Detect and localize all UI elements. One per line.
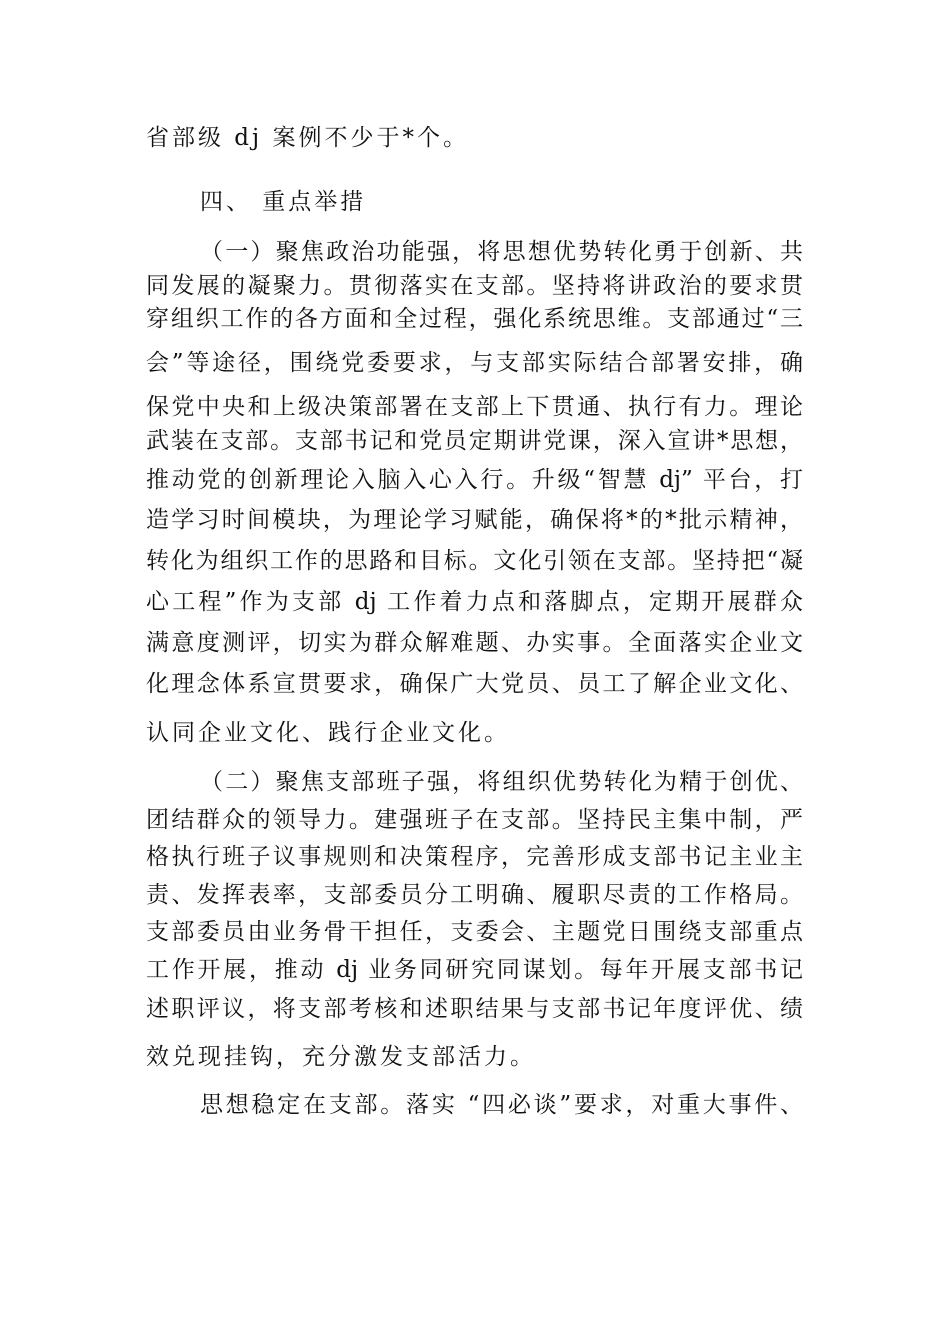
paragraph-2-line-4: 责、发挥表率，支部委员分工明确、履职尽责的工作格局。 [146, 882, 803, 908]
paragraph-1-line-6: 武装在支部。支部书记和党员定期讲党课，深入宣讲*思想， [146, 428, 803, 454]
paragraph-1-line-4: 会”等途径，围绕党委要求，与支部实际结合部署安排，确 [146, 350, 803, 376]
paragraph-2-line-6: 工作开展，推动 dj 业务同研究同谋划。每年开展支部书记 [146, 957, 803, 983]
paragraph-1-line-1: （一）聚焦政治功能强，将思想优势转化勇于创新、共 [200, 239, 803, 265]
paragraph-1-line-5: 保党中央和上级决策部署在支部上下贯通、执行有力。理论 [146, 394, 803, 420]
paragraph-2-line-1: （二）聚焦支部班子强，将组织优势转化为精于创优、 [200, 769, 803, 795]
paragraph-2-line-2: 团结群众的领导力。建强班子在支部。坚持民主集中制，严 [146, 807, 803, 833]
paragraph-3-line-1: 思想稳定在支部。落实 “四必谈”要求，对重大事件、 [200, 1092, 803, 1118]
paragraph-1-line-3: 穿组织工作的各方面和全过程，强化系统思维。支部通过“三 [146, 306, 803, 332]
paragraph-1-line-11: 满意度测评，切实为群众解难题、办实事。全面落实企业文 [146, 630, 803, 656]
paragraph-2-line-8: 效兑现挂钩，充分激发支部活力。 [146, 1044, 536, 1070]
section-heading: 四、 重点举措 [200, 189, 367, 215]
paragraph-1-line-7: 推动党的创新理论入脑入心入行。升级“智慧 dj” 平台，打 [146, 467, 803, 493]
paragraph-1-line-8: 造学习时间模块，为理论学习赋能，确保将*的*批示精神， [146, 507, 803, 533]
paragraph-1-line-12: 化理念体系宣贯要求，确保广大党员、员工了解企业文化、 [146, 671, 803, 697]
paragraph-1-line-9: 转化为组织工作的思路和目标。文化引领在支部。坚持把“凝 [146, 548, 803, 574]
paragraph-1-line-2: 同发展的凝聚力。贯彻落实在支部。坚持将讲政治的要求贯 [146, 273, 803, 299]
paragraph-2-line-7: 述职评议，将支部考核和述职结果与支部书记年度评优、绩 [146, 996, 803, 1022]
paragraph-1-line-13: 认同企业文化、践行企业文化。 [146, 720, 510, 746]
paragraph-1-line-10: 心工程”作为支部 dj 工作着力点和落脚点，定期开展群众 [146, 589, 803, 615]
paragraph-2-line-3: 格执行班子议事规则和决策程序，完善形成支部书记主业主 [146, 844, 803, 870]
text-line-continuation: 省部级 dj 案例不少于*个。 [146, 125, 469, 151]
paragraph-2-line-5: 支部委员由业务骨干担任，支委会、主题党日围绕支部重点 [146, 919, 803, 945]
